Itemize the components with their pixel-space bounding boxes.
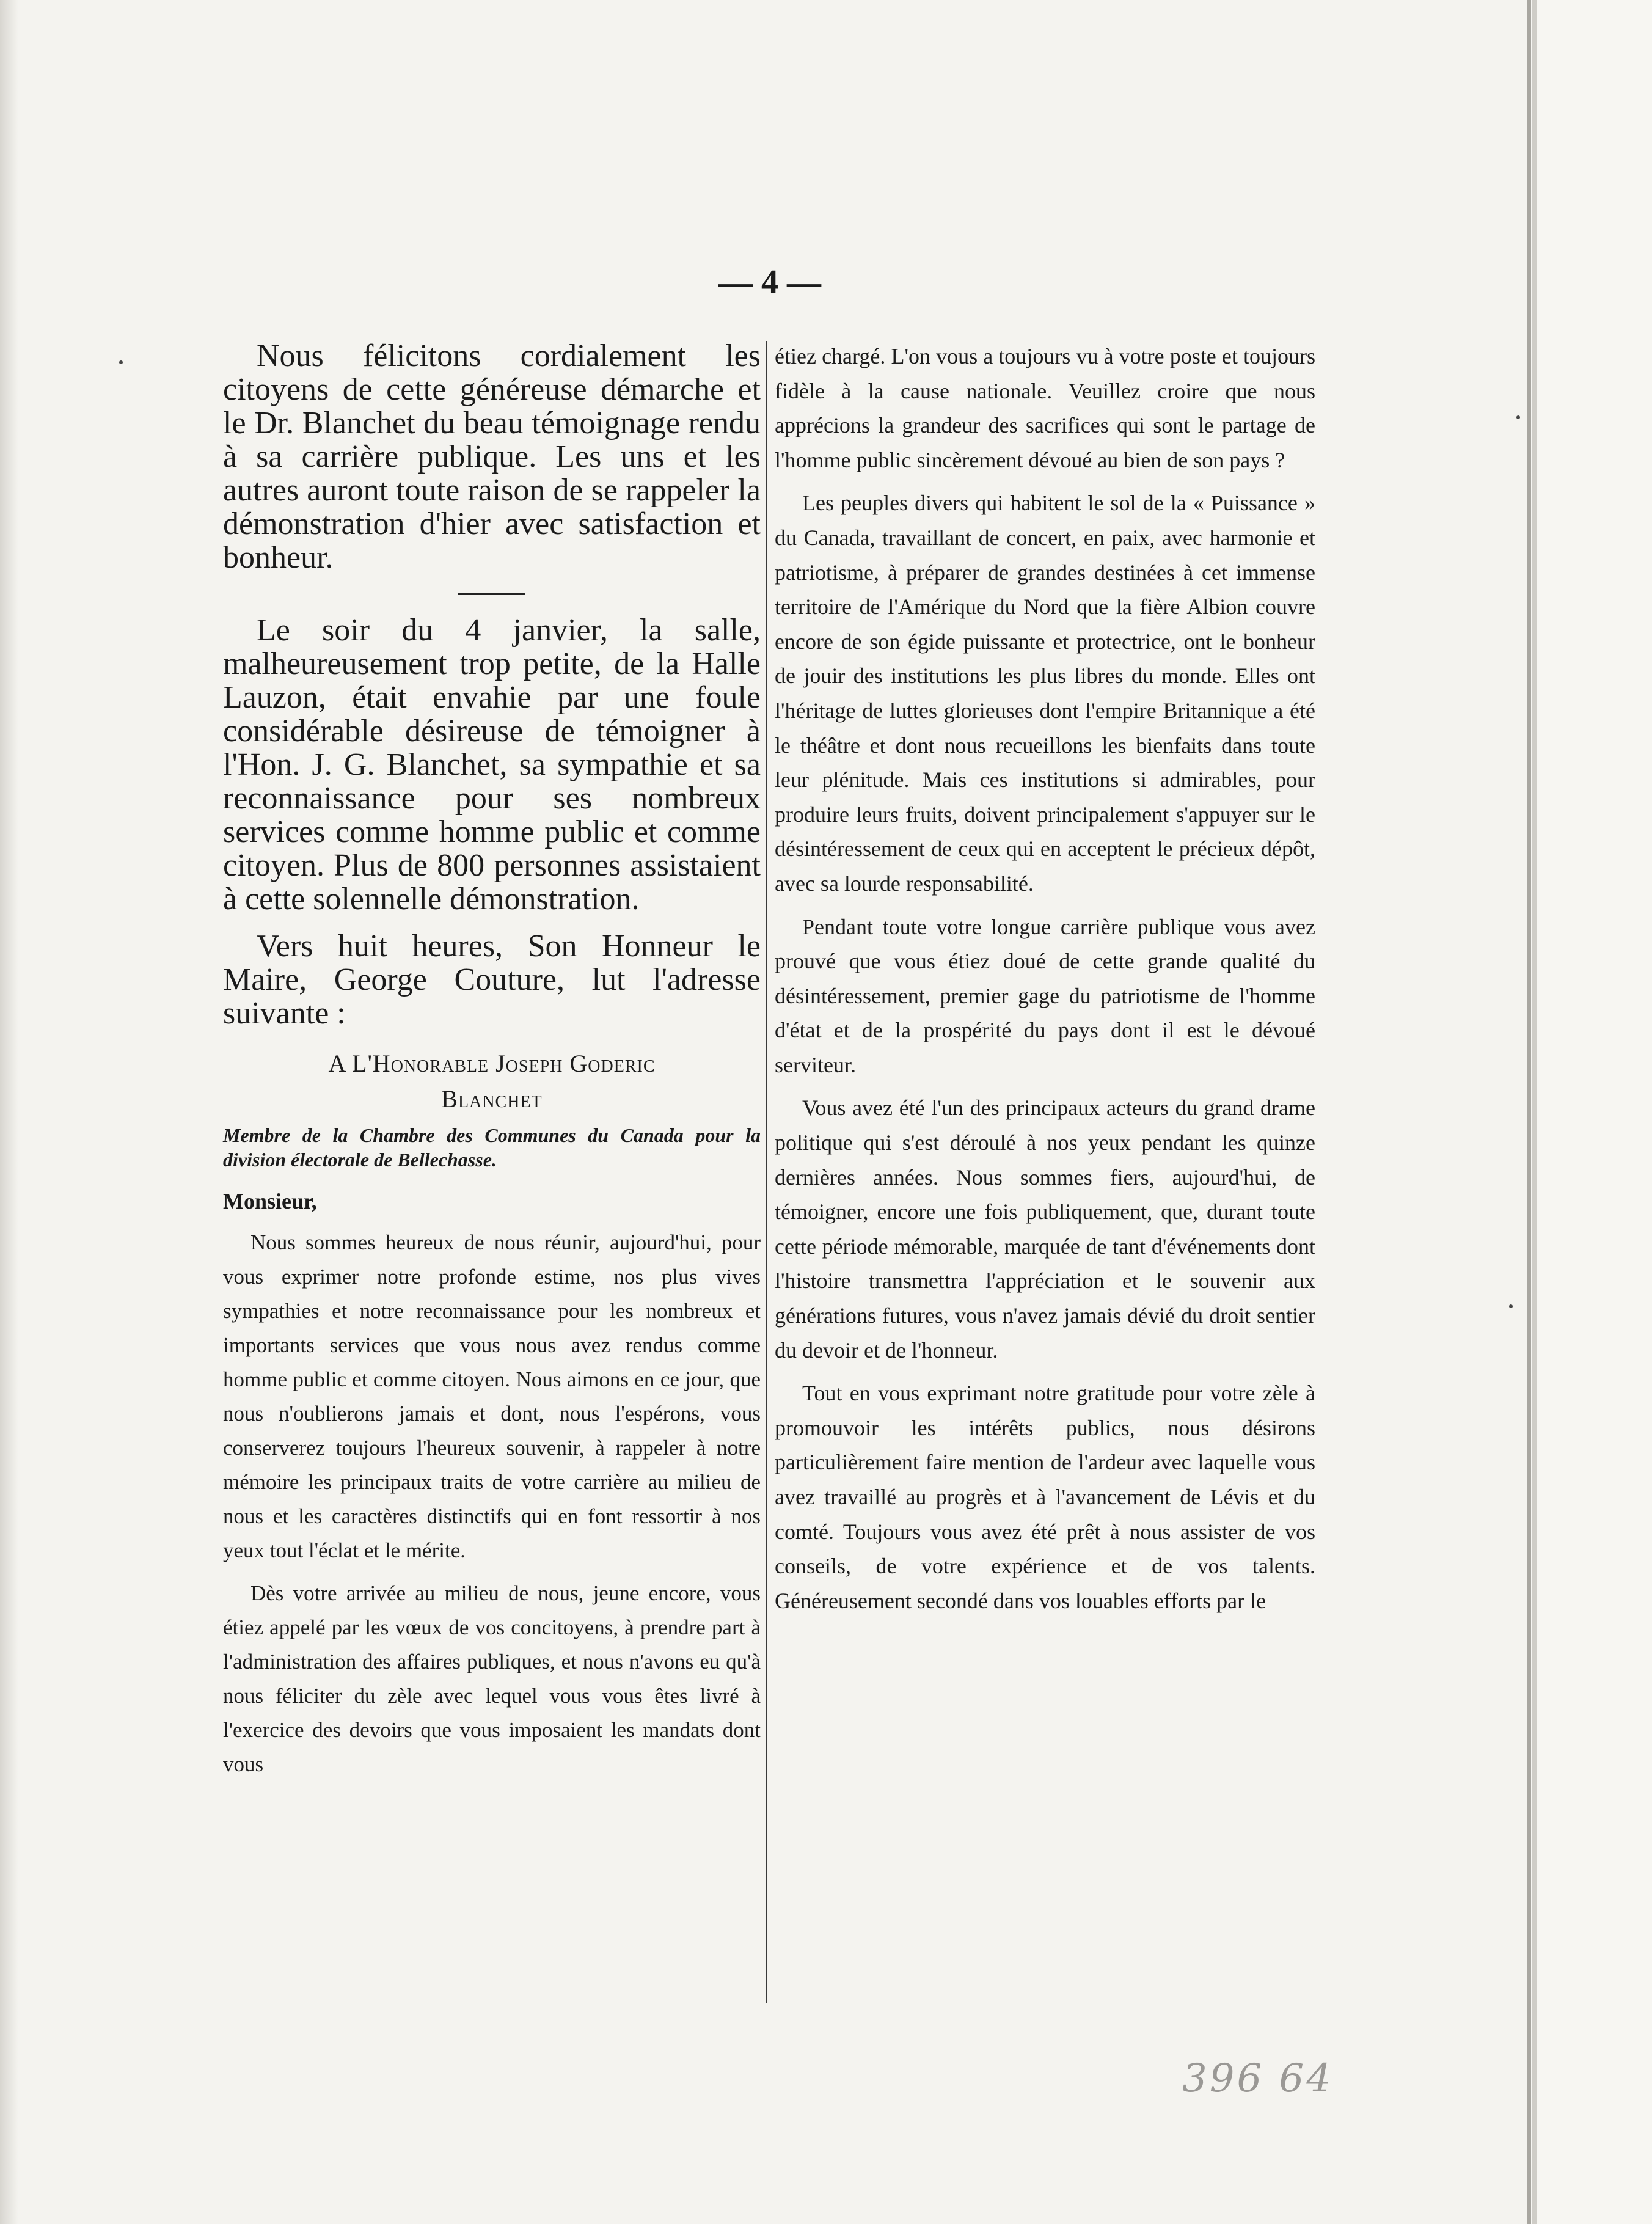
scan-speck bbox=[1516, 415, 1520, 419]
right-paragraph-4: Vous avez été l'un des principaux acteurs du grand drame politique qui s'est déroulé à nos yeux pendant les quinze dernières années. Nous sommes fiers, aujourd'hui, de témoigner, encore une fois publiquement, que, durant toute cette période mémorable, marquée de tant d'événements dont l'histoire transmettra l'appréciation et le souvenir aux générations futures, vous n'avez jamais dévié du droit sentier du devoir et de l'honneur. bbox=[775, 1096, 1315, 1363]
left-paragraph-4: Nous sommes heureux de nous réunir, aujourd'hui, pour vous exprimer notre profonde estime, nos plus vives sympathies et notre reconnaissance pour les nombreux et importants services que vous nous avez rendus comme homme public et comme citoyen. Nous aimons en ce jour, que nous n'oublierons jamais et dont, nous l'espérons, vous conserverez toujours l'heureux souvenir, à rappeler à notre mémoire les principaux traits de votre carrière au milieu de nous et les caractères distinctifs qui en font ressortir à nos yeux tout l'éclat et le mérite. bbox=[223, 1231, 761, 1562]
scan-speck bbox=[1509, 1304, 1513, 1308]
left-paragraph-3: Vers huit heures, Son Honneur le Maire, George Couture, lut l'adresse suivante : bbox=[223, 929, 761, 1031]
address-heading bbox=[223, 1046, 761, 1117]
right-paragraph-3: Pendant toute votre longue carrière publique vous avez prouvé que vous étiez doué de cette grande qualité du désintéressement, premier gage du patriotisme de l'homme d'état et de la prospérité du pays dont il est le dévoué serviteur. bbox=[775, 914, 1315, 1077]
left-column bbox=[223, 339, 761, 1790]
salutation: Monsieur, bbox=[223, 1189, 317, 1213]
right-paragraph-2: Les peuples divers qui habitent le sol de la « Puissance » du Canada, travaillant de concert, en paix, avec harmonie et patriotisme, à préparer de grandes destinées à cet immense territoire de l'Amérique du Nord que la fière Albion couvre encore de son égide puissante et protectrice, ont le bonheur de jouir des institutions les plus libres du monde. Elles ont l'héritage de luttes glorieuses dont l'empire Britannique a été le théâtre et dont nous recueillons les bienfaits dans toute leur plénitude. Mais ces institutions si admirables, pour produire leurs fruits, doivent principalement s'appuyer sur le désintéressement de ceux qui en acceptent le précieux dépôt, avec sa lourde responsabilité. bbox=[775, 491, 1315, 896]
left-paragraph-2: Le soir du 4 janvier, la salle, malheureusement trop petite, de la Halle Lauzon, était envahie par une foule considérable désireuse de témoigner à l'Hon. J. G. Blanchet, sa sympathie et sa reconnaissance pour ses nombreux services comme homme public et comme citoyen. Plus de 800 personnes assistaient à cette solennelle démonstration. bbox=[223, 613, 761, 916]
scan-speck bbox=[119, 360, 123, 364]
page-left-shadow bbox=[0, 0, 18, 2224]
address-heading-line-1: A L'Honorable Joseph Goderic bbox=[328, 1050, 656, 1077]
right-column bbox=[775, 339, 1315, 1626]
right-paragraph-5: Tout en vous exprimant notre gratitude pour votre zèle à promouvoir les intérêts publics, nous désirons particulièrement faire mention de l'ardeur avec laquelle vous avez travaillé au progrès et à l'avancement de Lévis et du comté. Toujours vous avez été prêt à nous assister de vos conseils, de votre expérience et de vos talents. Généreusement secondé dans vos louables efforts par le bbox=[775, 1381, 1315, 1613]
section-rule bbox=[458, 593, 525, 595]
facing-page-edge bbox=[1527, 0, 1652, 2224]
page-number: — 4 — bbox=[718, 263, 821, 301]
address-heading-line-2: Blanchet bbox=[441, 1085, 543, 1113]
handwritten-note: 396 64 bbox=[1182, 2056, 1334, 2101]
left-paragraph-1: Nous félicitons cordialement les citoyens de cette généreuse démarche et le Dr. Blanchet du beau témoignage rendu à sa carrière publique. Les uns et les autres auront toute raison de se rappeler la démonstration d'hier avec satisfaction et bonheur. bbox=[223, 338, 761, 575]
left-paragraph-5: Dès votre arrivée au milieu de nous, jeune encore, vous étiez appelé par les vœux de vos concitoyens, à prendre part à l'administration des affaires publiques, et nous n'avons eu qu'à nous féliciter du zèle avec lequel vous vous êtes livré à l'exercice des devoirs que vous imposaient les mandats dont vous bbox=[223, 1581, 761, 1776]
column-divider bbox=[766, 341, 767, 2003]
right-paragraph-1: étiez chargé. L'on vous a toujours vu à votre poste et toujours fidèle à la cause nationale. Veuillez croire que nous apprécions la grandeur des sacrifices qui sont le partage de l'homme public sincèrement dévoué au bien de son pays ? bbox=[775, 344, 1315, 472]
address-subheading: Membre de la Chambre des Communes du Canada pour la division électorale de Bellechasse. bbox=[223, 1124, 761, 1171]
